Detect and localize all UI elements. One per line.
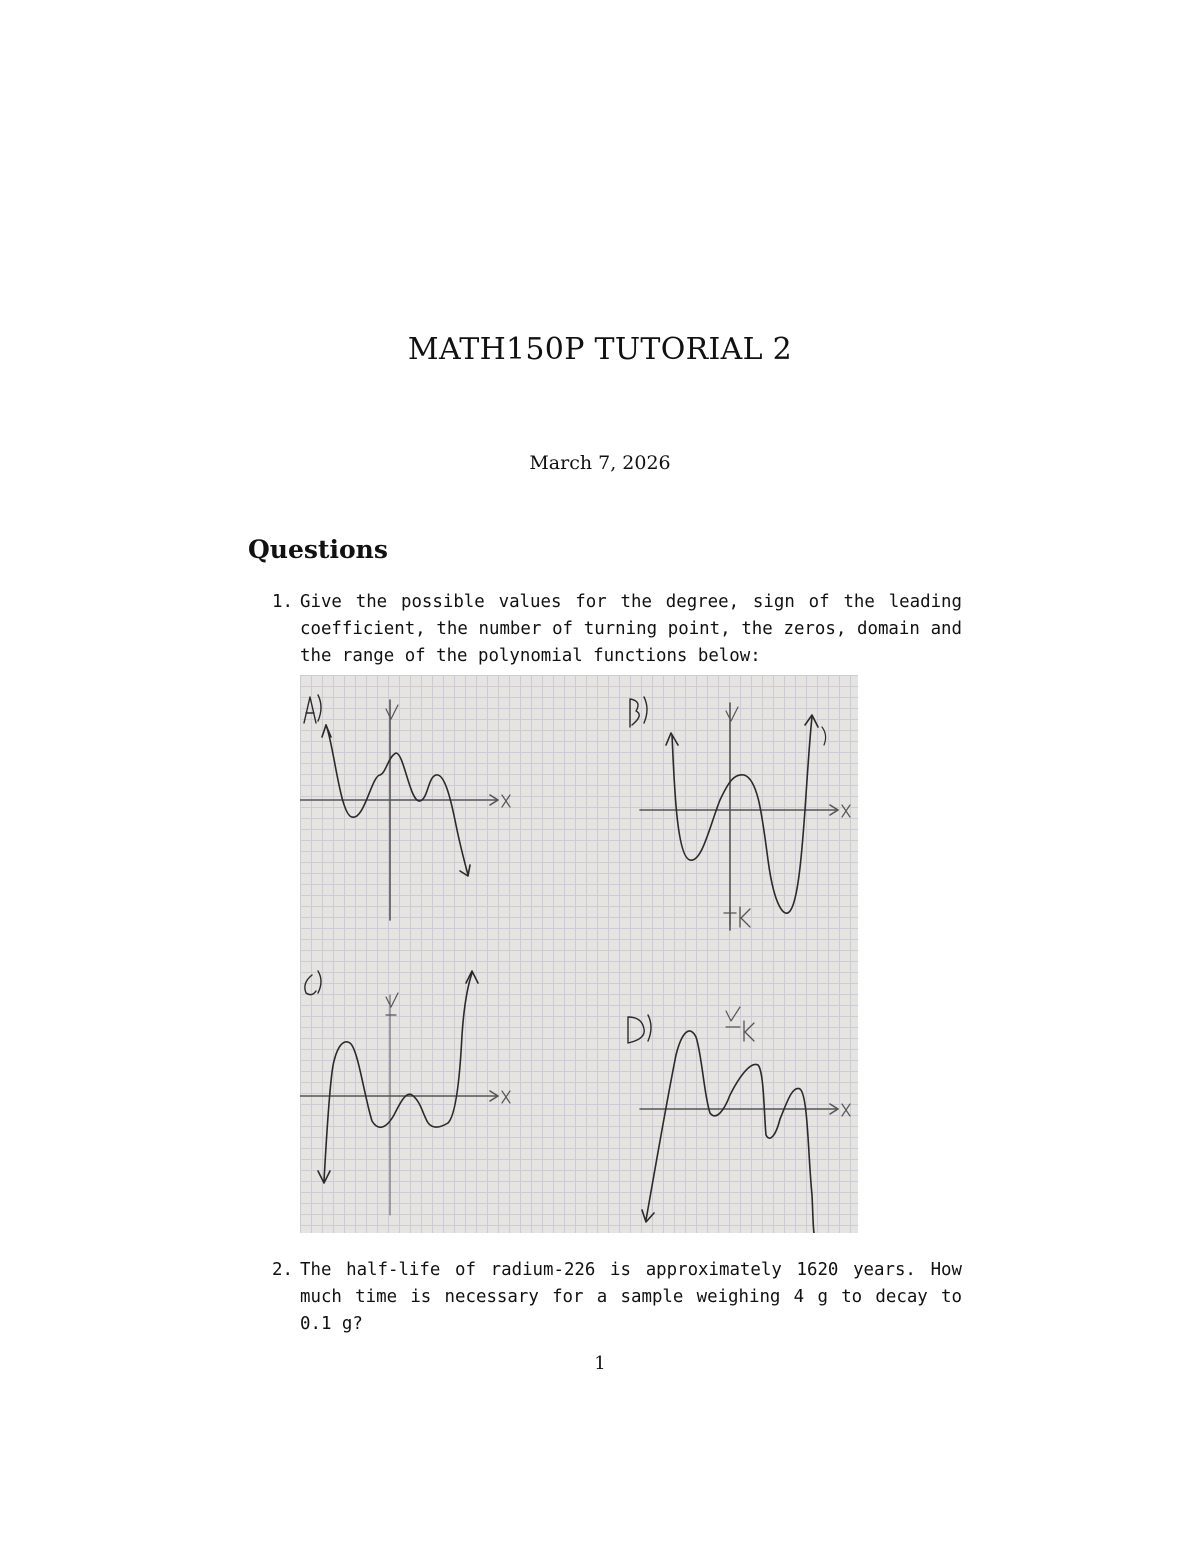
section-heading: Questions (248, 535, 388, 564)
question-number: 2. (272, 1260, 293, 1280)
question-2 (272, 1257, 962, 1338)
page-title: MATH150P TUTORIAL 2 (407, 332, 793, 367)
document-date: March 7, 2026 (529, 452, 671, 474)
hand-drawn-polynomial-graphs (300, 675, 858, 1233)
question-1 (272, 589, 962, 670)
page-number: 1 (594, 1353, 606, 1374)
question-text: The half-life of radium-226 is approximately 1620 years. How much time is necessary for a sample weighing 4 g to decay to 0.1 g? (300, 1260, 962, 1334)
graph-d (628, 1007, 850, 1233)
graph-a (300, 695, 510, 920)
question-text: Give the possible values for the degree, sign of the leading coefficient, the number of turning point, the zeros, domain and the range of the polynomial functions below: (300, 592, 962, 666)
graph-c (300, 971, 510, 1215)
question-number: 1. (272, 592, 293, 612)
graph-b (630, 697, 850, 930)
